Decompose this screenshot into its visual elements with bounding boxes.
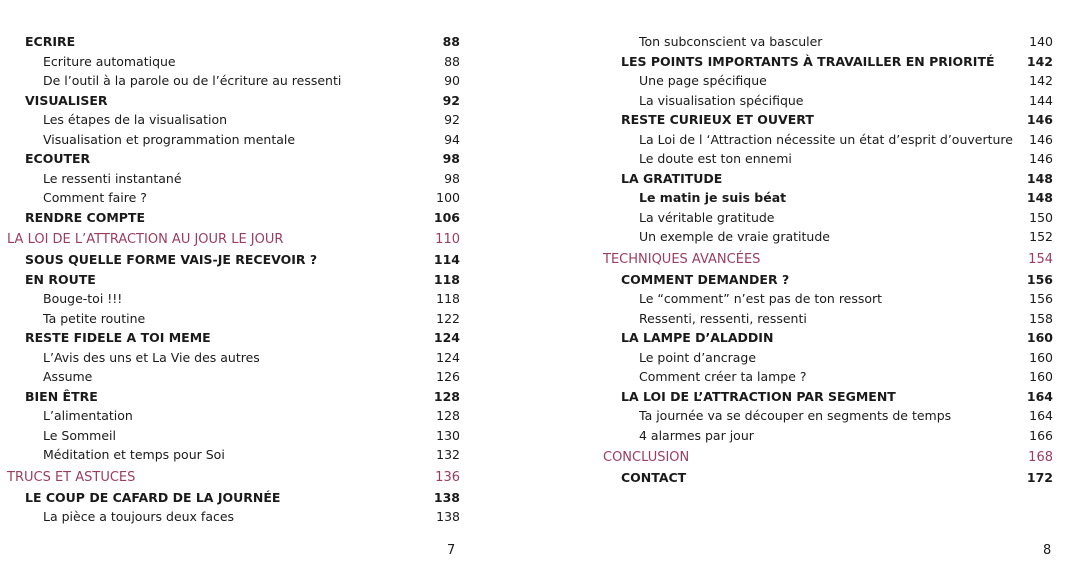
toc-entry [601,32,1053,52]
toc-chapter [0,387,460,407]
toc-entry [601,130,1053,150]
toc-entry [0,426,460,446]
toc-entry-page: 88 [444,53,460,69]
page-number: 7 [447,543,456,558]
toc-entry-page: 136 [435,469,460,485]
toc-entry-page: 118 [433,271,460,287]
toc-entry-page: 92 [442,92,460,108]
toc-entry [601,208,1053,228]
toc-entry-title: RENDRE COMPTE [25,209,145,225]
toc-entry-title: LE COUP DE CAFARD DE LA JOURNÉE [25,489,281,505]
toc-entry-page: 146 [1029,131,1053,147]
toc-chapter [601,328,1053,348]
toc-entry-page: 166 [1029,427,1053,443]
toc-entry-page: 160 [1026,330,1053,345]
toc-entry-title: Le Sommeil [43,427,116,443]
toc-section [601,247,1053,270]
toc-entry-title: LA GRATITUDE [621,170,723,186]
toc-entry-page: 138 [433,489,460,505]
toc-entry-page: 130 [436,427,460,443]
toc-entry-page: 146 [1029,151,1053,166]
toc-entry-page: 88 [442,34,460,49]
toc-entry-title: Ressenti, ressenti, ressenti [639,310,807,326]
toc-entry-page: 98 [442,151,460,166]
toc-entry [601,71,1053,91]
toc-entry [601,309,1053,329]
toc-entry-title: LA LOI DE L’ATTRACTION AU JOUR LE JOUR [7,232,284,247]
toc-chapter [601,468,1053,488]
toc-section [0,465,460,488]
toc-entry-page: 94 [444,131,460,147]
toc-entry-page: 164 [1029,408,1053,423]
toc-entry-title: TRUCS ET ASTUCES [7,469,136,485]
toc-entry-page: 148 [1026,170,1053,186]
toc-entry [601,188,1053,208]
toc-entry-title: Ton subconscient va basculer [639,34,823,49]
toc-entry-page: 118 [436,291,460,306]
toc-list-left [0,32,460,527]
toc-entry-page: 142 [1029,73,1053,88]
toc-entry-title: LA LAMPE D’ALADDIN [621,330,774,345]
toc-chapter [601,270,1053,290]
toc-entry-title: Comment créer ta lampe ? [639,369,807,384]
toc-chapter [0,32,460,52]
toc-entry-page: 126 [436,369,460,384]
toc-entry [0,188,460,208]
toc-chapter [0,270,460,290]
toc-entry-page: 150 [1029,209,1053,225]
toc-entry-title: Le doute est ton ennemi [639,151,792,166]
page-number: 8 [1043,543,1052,558]
toc-entry-page: 156 [1029,291,1053,306]
toc-entry-title: Visualisation et programmation mentale [43,131,296,147]
toc-entry-title: Le ressenti instantané [43,170,182,186]
toc-entry-title: TECHNIQUES AVANCÉES [603,251,761,267]
toc-chapter [0,488,460,508]
toc-entry-page: 122 [436,310,460,326]
toc-entry-title: LA LOI DE L’ATTRACTION PAR SEGMENT [621,388,896,404]
toc-entry-page: 172 [1026,470,1053,485]
toc-entry-title: BIEN ÊTRE [25,388,98,404]
toc-entry-title: RESTE CURIEUX ET OUVERT [621,112,814,127]
toc-entry-page: 164 [1026,388,1053,404]
toc-entry [0,406,460,426]
toc-page-right [537,0,1075,580]
toc-entry [601,289,1053,309]
toc-entry [0,348,460,368]
toc-entry-title: Le matin je suis béat [639,190,787,205]
toc-entry-page: 98 [444,170,460,186]
toc-entry-page: 114 [433,252,460,267]
toc-entry-page: 138 [436,509,460,524]
toc-entry-page: 128 [436,408,460,423]
toc-entry-page: 100 [436,190,460,205]
toc-entry-title: COMMENT DEMANDER ? [621,271,790,287]
toc-entry-title: De l’outil à la parole ou de l’écriture au ressenti [43,73,342,88]
toc-entry [601,406,1053,426]
toc-entry [0,445,460,465]
toc-entry-page: 142 [1026,53,1053,69]
toc-section [0,227,460,250]
toc-entry-page: 140 [1029,34,1053,49]
toc-entry-page: 106 [433,209,460,225]
toc-entry-title: La visualisation spécifique [639,92,804,108]
toc-entry [601,426,1053,446]
toc-entry [601,348,1053,368]
toc-entry-title: CONCLUSION [603,450,690,465]
toc-entry-title: La pièce a toujours deux faces [43,509,235,524]
toc-entry-page: 146 [1026,112,1053,127]
toc-entry-title: CONTACT [621,470,687,485]
toc-entry-title: La Loi de l ‘Attraction nécessite un état d’esprit d’ouverture [639,131,1013,147]
toc-chapter [601,110,1053,130]
toc-entry-title: RESTE FIDELE A TOI MEME [25,330,211,345]
toc-entry-page: 92 [444,112,460,127]
toc-entry-page: 160 [1029,369,1053,384]
toc-chapter [601,387,1053,407]
toc-entry [601,149,1053,169]
toc-entry-title: Ta journée va se découper en segments de temps [639,408,952,423]
toc-entry [0,309,460,329]
toc-page-left [0,0,537,580]
toc-entry [0,71,460,91]
toc-entry [0,52,460,72]
toc-chapter [0,328,460,348]
toc-chapter [601,169,1053,189]
toc-chapter [0,91,460,111]
toc-chapter [0,208,460,228]
toc-section [601,445,1053,468]
toc-chapter [0,250,460,270]
toc-entry-page: 144 [1029,92,1053,108]
toc-entry-page: 128 [433,388,460,404]
toc-entry-title: Le “comment” n’est pas de ton ressort [639,291,883,306]
toc-entry-title: SOUS QUELLE FORME VAIS-JE RECEVOIR ? [25,252,318,267]
toc-entry-page: 152 [1029,229,1053,244]
toc-entry-page: 154 [1028,251,1053,267]
toc-entry-title: Méditation et temps pour Soi [43,447,225,462]
toc-entry [0,130,460,150]
toc-entry-page: 168 [1028,450,1053,465]
toc-entry-page: 110 [435,232,460,247]
toc-entry-title: ECOUTER [25,151,91,166]
toc-entry-title: Le point d’ancrage [639,349,757,365]
toc-chapter [0,149,460,169]
toc-entry-page: 158 [1029,310,1053,326]
toc-entry [0,289,460,309]
toc-entry-page: 160 [1029,349,1053,365]
toc-entry-page: 90 [444,73,460,88]
toc-entry-title: Les étapes de la visualisation [43,112,228,127]
toc-entry-title: Assume [43,369,93,384]
toc-entry [0,169,460,189]
toc-entry-title: La véritable gratitude [639,209,775,225]
toc-entry-title: EN ROUTE [25,271,96,287]
toc-chapter [601,52,1053,72]
toc-entry [601,91,1053,111]
toc-entry-title: LES POINTS IMPORTANTS À TRAVAILLER EN PRIORITÉ [621,53,995,69]
toc-entry-page: 156 [1026,271,1053,287]
toc-entry-title: ECRIRE [25,34,76,49]
toc-entry-title: Ecriture automatique [43,53,176,69]
toc-entry-page: 148 [1026,190,1053,205]
toc-entry-title: L’alimentation [43,408,133,423]
toc-entry [0,367,460,387]
toc-entry-title: Comment faire ? [43,190,147,205]
toc-entry-title: Ta petite routine [43,310,146,326]
toc-entry-title: VISUALISER [25,92,108,108]
toc-entry [0,507,460,527]
toc-entry-page: 132 [436,447,460,462]
toc-entry-page: 124 [433,330,460,345]
toc-entry [0,110,460,130]
toc-entry-title: L’Avis des uns et La Vie des autres [43,349,260,365]
toc-entry-page: 124 [436,349,460,365]
toc-entry-title: Bouge-toi !!! [43,291,123,306]
toc-entry-title: Un exemple de vraie gratitude [639,229,830,244]
toc-list-right [601,32,1053,488]
toc-entry [601,227,1053,247]
toc-entry-title: Une page spécifique [639,73,767,88]
toc-entry-title: 4 alarmes par jour [639,427,754,443]
toc-entry [601,367,1053,387]
